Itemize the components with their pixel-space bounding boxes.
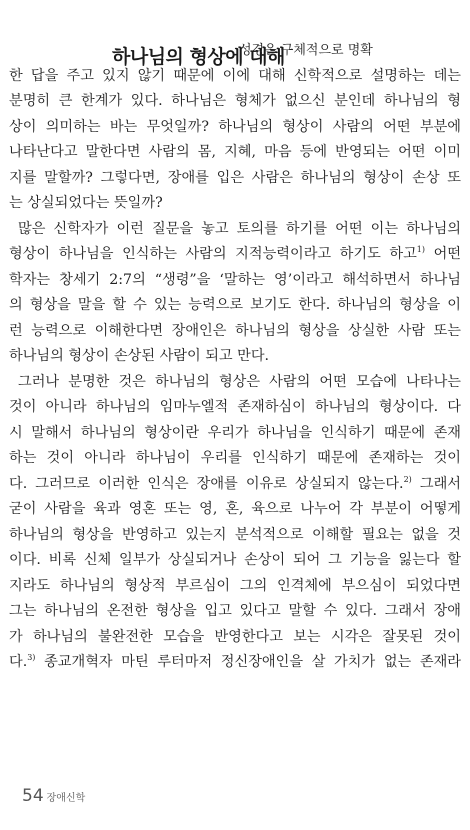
book-title: 장애신학: [46, 793, 86, 804]
text-line: [9, 191, 461, 217]
text-line: [9, 89, 461, 115]
text-line: [9, 268, 461, 294]
text-line: [9, 319, 461, 345]
text-line: [9, 370, 461, 396]
text-line: [9, 650, 461, 676]
text-line: [9, 293, 461, 319]
text-line: [9, 140, 461, 166]
line-text: 가 하나님의 불완전한 모습을 반영한다고 보는 시각은 잘못된 것이: [9, 628, 461, 645]
line-text: 의 형상을 말을 할 수 있는 능력으로 보기도 한다. 하나님의 형상을 이: [9, 297, 461, 313]
line-text: 시 말해서 하나님의 형상이란 우리가 하나님을 인식하기 때문에 존재: [9, 424, 461, 441]
line-text: 성경은 구체적으로 명확: [239, 43, 373, 58]
page-number: 54: [22, 786, 44, 806]
line-text: 한 답을 주고 있지 않기 때문에 이에 대해 신학적으로 설명하는 데는: [9, 67, 461, 84]
text-line: [9, 446, 461, 472]
line-text: 지를 말할까? 그렇다면, 장애를 입은 사람은 하나님의 형상이 손상 또: [9, 169, 461, 186]
line-text: 어떤: [425, 246, 462, 262]
line-text: 상이 의미하는 바는 무엇일까? 하나님의 형상이 사람의 어떤 부분에: [9, 118, 461, 135]
line-text: 하는 것이 아니라 하나님이 우리를 인식하기 때문에 존재하는 것이: [9, 450, 461, 466]
text-line: [9, 625, 461, 651]
line-text: 하나님의 형상을 반영하고 있는지 분석적으로 이해할 필요는 없을 것: [9, 526, 461, 543]
page-footer: [22, 786, 85, 806]
text-line: [9, 599, 461, 625]
line-text: 는 상실되었다는 뜻일까?: [9, 195, 163, 211]
line-text: 그러나 분명한 것은 하나님의 형상은 사람의 어떤 모습에 나타나는: [18, 373, 461, 390]
body-text: [9, 38, 461, 676]
line-text: 그는 하나님의 온전한 형상을 입고 있다고 말할 수 있다. 그래서 장애: [9, 603, 461, 619]
text-line: [9, 115, 461, 141]
section-heading: 하나님의 형상에 대해: [112, 46, 285, 68]
text-line: [9, 344, 461, 370]
text-line: [9, 217, 461, 243]
line-text: 굳이 사람을 육과 영혼 또는 영, 혼, 육으로 나누어 각 부분이 어떻게: [9, 501, 461, 517]
line-text: 다. 그러므로 이러한 인식은 장애를 이유로 상실되지 않는다.: [9, 475, 404, 492]
line-text: 많은 신학자가 이런 질문을 놓고 토의를 하기를 어떤 이는 하나님의: [18, 220, 461, 237]
text-line: [9, 548, 461, 574]
line-text: 형상이 하나님을 인식하는 사람의 지적능력이라고 하기도 하고: [9, 246, 417, 262]
text-line: [9, 64, 461, 90]
line-text: 나타난다고 말한다면 사람의 몸, 지혜, 마음 등에 반영되는 어떤 이미: [9, 144, 461, 160]
line-text: 하나님의 형상이 손상된 사람이 되고 만다.: [9, 348, 270, 364]
text-line: [9, 574, 461, 600]
line-text: 런 능력으로 이해한다면 장애인은 하나님의 형상을 상실한 사람 또는: [9, 322, 461, 339]
line-text: 그래서: [411, 475, 461, 492]
text-line: [9, 497, 461, 523]
footnote-marker[interactable]: 2): [403, 474, 412, 484]
text-line: [9, 242, 461, 268]
line-text: 이다. 비록 신체 일부가 상실되거나 손상이 되어 그 기능을 잃는다 할: [9, 552, 461, 568]
text-line: [9, 38, 461, 64]
line-text: 종교개혁자 마틴 루터마저 정신장애인을 살 가치가 없는 존재라: [35, 654, 461, 670]
text-line: [9, 166, 461, 192]
footnote-marker[interactable]: 3): [27, 653, 36, 662]
text-line: [9, 472, 461, 498]
line-text: 것이 아니라 하나님의 임마누엘적 존재하심이 하나님의 형상이다. 다: [9, 399, 461, 415]
text-line: [9, 523, 461, 549]
footnote-marker[interactable]: 1): [416, 245, 426, 254]
line-text: 지라도 하나님의 형상적 부르심이 그의 인격체에 부으심이 되었다면: [9, 577, 461, 594]
text-line: [9, 395, 461, 421]
line-text: 학자는 창세기 2:7의 “생령”을 ‘말하는 영’이라고 해석하면서 하나님: [9, 271, 461, 288]
line-text: 다.: [9, 654, 28, 670]
line-text: 분명히 큰 한계가 있다. 하나님은 형체가 없으신 분인데 하나님의 형: [9, 93, 461, 109]
text-line: [9, 421, 461, 447]
